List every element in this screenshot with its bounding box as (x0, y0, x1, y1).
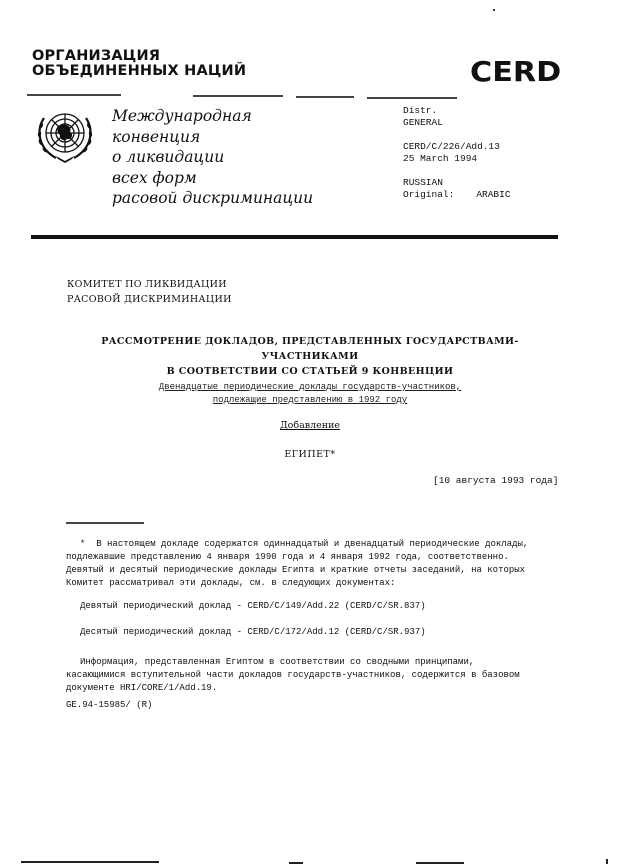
document-symbol: CERD/C/226/Add.13 (403, 141, 500, 152)
footnote (66, 538, 556, 590)
header-divider (31, 235, 558, 239)
committee-name-line1: КОМИТЕТ ПО ЛИКВИДАЦИИ (67, 279, 227, 290)
organization-name (32, 49, 246, 79)
document-date: 25 March 1994 (403, 153, 478, 164)
footnote-line: Девятый и десятый периодические доклады Египта и краткие отчеты заседаний, на которых (66, 565, 526, 575)
bottom-mark-middle (289, 862, 303, 864)
convention-title-line: конвенция (112, 127, 201, 146)
bottom-mark-tick (606, 859, 608, 864)
bottom-rule-right (416, 862, 464, 864)
committee-name-line2: РАСОВОЙ ДИСКРИМИНАЦИИ (67, 294, 232, 305)
header-rule-3 (296, 96, 354, 98)
info-line: касающимися вступительной части докладов государств-участников, содержится в базовом (66, 670, 520, 680)
reference-tenth-report: Десятый периодический доклад - CERD/C/172/Add.12 (CERD/C/SR.937) (80, 627, 426, 637)
footnote-line: подлежавшие представлению 4 января 1990 года и 4 января 1992 года, соответственно. (66, 552, 509, 562)
organization-name-line2: ОБЪЕДИНЕННЫХ НАЦИЙ (32, 63, 247, 79)
main-heading-line1: РАССМОТРЕНИЕ ДОКЛАДОВ, ПРЕДСТАВЛЕННЫХ ГОСУДАРСТВАМИ-УЧАСТНИКАМИ (101, 336, 519, 362)
info-line: Информация, представленная Египтом в соответствии со сводными принципами, (80, 657, 475, 667)
subheading (150, 381, 470, 407)
original-language: ARABIC (476, 189, 511, 200)
country-name: ЕГИПЕТ* (284, 449, 336, 460)
convention-title-line: Международная (112, 107, 252, 125)
main-heading (60, 334, 560, 379)
subheading-line2: подлежащие представлению в 1992 году (212, 395, 408, 405)
original-language-row (403, 189, 511, 201)
document-language: RUSSIAN (403, 177, 443, 188)
un-emblem-icon (34, 104, 96, 164)
convention-title-line: всех форм (112, 168, 197, 187)
job-number: GE.94-15985/ (R) (66, 700, 153, 710)
original-label: Original: (403, 189, 455, 200)
document-meta (403, 105, 511, 201)
footnote-line: Комитет рассматривал эти доклады, см. в следующих документах: (66, 578, 396, 588)
scan-artifact-dot (493, 9, 495, 11)
convention-title-line: о ликвидации (112, 148, 225, 166)
distribution-label: Distr. (403, 105, 438, 116)
core-document-info (66, 656, 520, 695)
distribution-value: GENERAL (403, 117, 443, 128)
report-date: [10 августа 1993 года] (433, 475, 559, 486)
bottom-rule-left (21, 861, 159, 863)
main-heading-line2: В СООТВЕТСТВИИ СО СТАТЬЕЙ 9 КОНВЕНЦИИ (166, 366, 454, 377)
footnote-rule (66, 522, 144, 524)
organization-name-line1: ОРГАНИЗАЦИЯ (32, 48, 161, 64)
convention-title (112, 106, 313, 209)
convention-title-line: расовой дискриминации (112, 189, 314, 207)
header-rule-2 (193, 95, 283, 97)
header-rule-4 (367, 97, 457, 99)
header-rule-1 (27, 94, 121, 96)
footnote-marker: * (80, 539, 86, 549)
info-line: документе HRI/CORE/1/Add.19. (66, 683, 218, 693)
subheading-line1: Двенадцатые периодические доклады государств-участников, (158, 382, 462, 392)
reference-ninth-report: Девятый периодический доклад - CERD/C/149/Add.22 (CERD/C/SR.837) (80, 601, 426, 611)
addendum-label: Добавление (279, 420, 341, 431)
committee-name (67, 277, 232, 307)
cerd-logo: CERD (470, 55, 562, 88)
footnote-line: * В настоящем докладе содержатся одиннадцатый и двенадцатый периодические доклады, (80, 539, 529, 549)
